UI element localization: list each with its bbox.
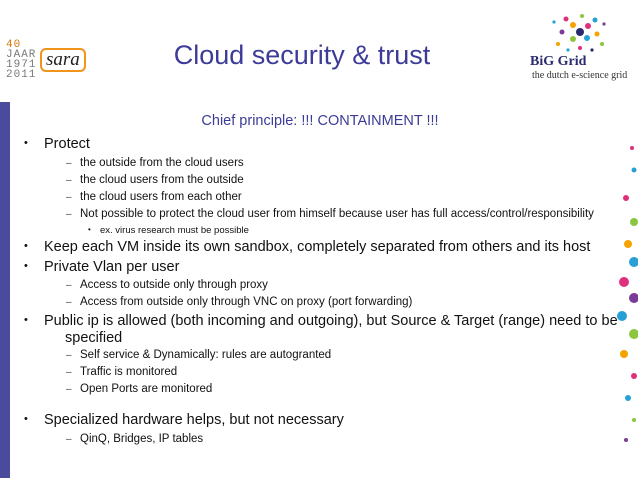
dash-icon: – <box>66 350 72 361</box>
biggrid-wordmark: BiG Grid <box>530 54 587 69</box>
decorative-dots <box>614 140 638 478</box>
dash-icon: – <box>66 384 72 395</box>
dash-icon: – <box>66 367 72 378</box>
slide-title: Cloud security & trust <box>173 40 431 70</box>
list-item: • ex. virus research must be possible <box>88 225 249 236</box>
list-item: • Private Vlan per user <box>24 259 180 275</box>
bullet-icon: • <box>88 225 91 234</box>
list-item: • Keep each VM inside its own sandbox, completely separated from others and its host <box>24 239 591 255</box>
dash-icon: – <box>66 297 72 308</box>
bullet-icon: • <box>24 137 28 149</box>
dash-icon: – <box>66 209 72 220</box>
list-item: • Public ip is allowed (both incoming and outgoing), but Source & Target (range) need to be <box>24 313 618 329</box>
list-item-continuation: specified <box>65 330 123 346</box>
dash-icon: – <box>66 280 72 291</box>
list-item: – Access to outside only through proxy <box>66 279 268 291</box>
list-item: – the outside from the cloud users <box>66 157 244 169</box>
list-item: – Self service & Dynamically: rules are autogranted <box>66 349 332 361</box>
biggrid-tagline: the dutch e-science grid <box>532 70 628 81</box>
list-item: – Not possible to protect the cloud user from himself because user has full access/control/responsibility <box>66 208 594 220</box>
list-item: • Protect <box>24 136 90 152</box>
biggrid-burst-icon <box>540 10 610 56</box>
list-item: – Open Ports are monitored <box>66 383 213 395</box>
dash-icon: – <box>66 158 72 169</box>
bullet-icon: • <box>24 240 28 252</box>
list-item: – QinQ, Bridges, IP tables <box>66 433 204 445</box>
dash-icon: – <box>66 434 72 445</box>
dash-icon: – <box>66 192 72 203</box>
sara-anniversary-text: 40 JAAR 1971 2011 <box>6 39 37 81</box>
list-item: – the cloud users from the outside <box>66 174 244 186</box>
chief-principle-heading: Chief principle: !!! CONTAINMENT !!! <box>201 113 439 129</box>
dash-icon: – <box>66 175 72 186</box>
bullet-icon: • <box>24 413 28 425</box>
sara-wordmark: sara <box>40 48 86 72</box>
sara-logo <box>6 40 90 90</box>
list-item: – Traffic is monitored <box>66 366 178 378</box>
list-item: • Specialized hardware helps, but not necessary <box>24 412 344 428</box>
biggrid-logo <box>530 10 635 82</box>
bullet-icon: • <box>24 260 28 272</box>
list-item: – Access from outside only through VNC on proxy (port forwarding) <box>66 296 413 308</box>
list-item: – the cloud users from each other <box>66 191 242 203</box>
bullet-icon: • <box>24 314 28 326</box>
